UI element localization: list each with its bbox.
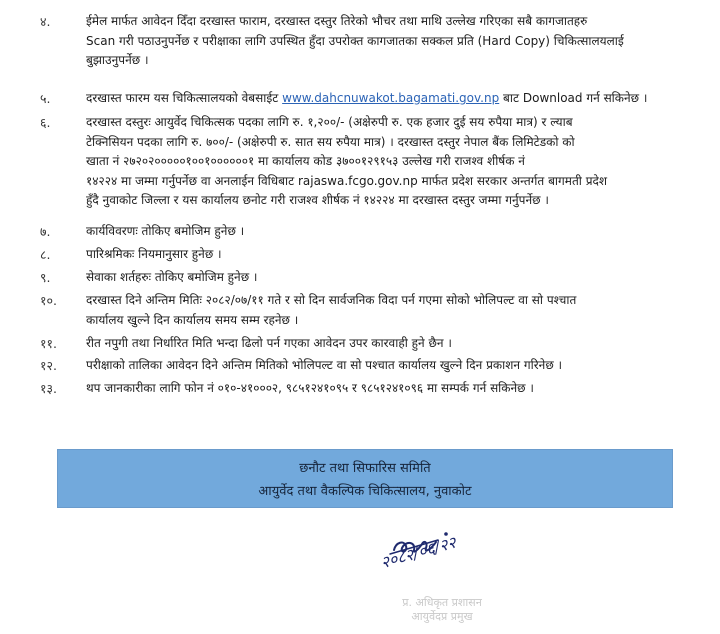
item-line: Scan गरी पठाउनुपर्नेछ र परीक्षाका लागि उपस्थित हुँदा उपरोक्त कागजातका सक्कल प्रति (Hard Copy) चिकित्सालयलाई	[86, 33, 624, 48]
item-number: ६.	[40, 115, 51, 130]
item-number: ५.	[40, 91, 51, 106]
item-number: ४.	[40, 14, 51, 29]
item-number: १२.	[40, 358, 57, 373]
item-text-before-link: दरखास्त फारम यस चिकित्सालयको वेबसाईट	[86, 91, 283, 105]
item-line: १४२२४ मा जम्मा गर्नुपर्नेछ वा अनलाईन विधिबाट rajaswa.fcgo.gov.np मार्फत प्रदेश सरकार अन्तर्गत बागमती प्रदेश	[86, 173, 608, 188]
item-line	[86, 89, 662, 109]
item-text	[86, 291, 662, 330]
item-line: ईमेल मार्फत आवेदन दिँदा दरखास्त फाराम, दरखास्त दस्तुर तिरेको भौचर तथा माथि उल्लेख गरिएका सबै कागजातहरु	[86, 14, 588, 28]
item-number: ११.	[40, 336, 57, 351]
committee-name: छनौट तथा सिफारिस समिति	[299, 461, 431, 476]
item-line: कार्यालय खुल्ने दिन कार्यालय समय सम्म रहनेछ ।	[86, 312, 299, 327]
item-line: कार्यविवरणः तोकिए बमोजिम हुनेछ ।	[86, 224, 245, 238]
item-line: रीत नपुगी तथा निर्धारित मिति भन्दा ढिलो पर्न गएका आवेदन उपर कारवाही हुने छैन ।	[86, 336, 452, 350]
item-line: परीक्षाको तालिका आवेदन दिने अन्तिम मितिको भोलिपल्ट वा सो पश्चात कार्यालय खुल्ने दिन प्रकाशन गरिनेछ ।	[86, 358, 563, 372]
item-line: पारिश्रमिकः नियमानुसार हुनेछ ।	[86, 247, 222, 261]
item-line: थप जानकारीका लागि फोन नं ०१०-४१०००२, ९८५१२४१०९५ र ९८५१२४१०९६ मा सम्पर्क गर्न सकिनेछ ।	[86, 381, 534, 395]
item-line: खाता नं २७२०२०००००१००१००००००१ मा कार्यालय कोड ३७००१२९१५३ उल्लेख गरी राजश्व शीर्षक नं	[86, 154, 525, 168]
item-number: १३.	[40, 381, 57, 396]
item-text	[86, 113, 662, 211]
item-text	[86, 356, 662, 376]
item-text	[86, 12, 662, 71]
hospital-name: आयुर्वेद तथा वैकल्पिक चिकित्सालय, नुवाकोट	[258, 484, 472, 499]
item-line: सेवाका शर्तहरुः तोकिए बमोजिम हुनेछ ।	[86, 270, 258, 284]
item-number: १०.	[40, 293, 57, 308]
item-number: ८.	[40, 247, 51, 262]
signature-date: २०८२/०६/२२	[378, 532, 459, 573]
stamp-line: आयुर्वेदप्र प्रमुख	[411, 610, 473, 623]
item-text-after-link: बाट Download गर्न सकिनेछ ।	[499, 91, 648, 105]
item-text	[86, 89, 662, 109]
item-line: दरखास्त दिने अन्तिम मितिः २०८२/०७/११ गते र सो दिन सार्वजनिक विदा पर्न गएमा सोको भोलिपल्ट वा सो पश्चात	[86, 293, 577, 307]
item-line: बुझाउनुपर्नेछ ।	[86, 53, 149, 67]
item-text	[86, 379, 662, 399]
stamp-line: प्र. अधिकृत प्रशासन	[402, 596, 482, 609]
item-text	[86, 245, 662, 265]
item-text	[86, 268, 662, 288]
item-line: हुँदै नुवाकोट जिल्ला र यस कार्यालय छनोट गरी राजश्व शीर्षक नं १४२२४ मा दरखास्त दस्तुर जम्मा गर्नुपर्नेछ ।	[86, 193, 549, 207]
item-line: टेक्निसियन पदका लागि रु. ७००/- (अक्षेरुपी रु. सात सय रुपैया मात्र) । दरखास्त दस्तुर नेपाल बैंक लिमिटेडको को	[86, 134, 575, 149]
item-number: ७.	[40, 224, 51, 239]
item-number: ९.	[40, 270, 51, 285]
item-text	[86, 222, 662, 242]
office-stamp	[382, 596, 502, 624]
committee-banner	[57, 449, 673, 508]
website-link[interactable]: www.dahcnuwakot.bagamati.gov.np	[282, 91, 500, 105]
item-line: दरखास्त दस्तुरः आयुर्वेद चिकित्सक पदका लागि रु. १,२००/- (अक्षेरुपी रु. एक हजार दुई सय रुपैया मात्र) र ल्याब	[86, 115, 573, 129]
item-text	[86, 334, 662, 354]
